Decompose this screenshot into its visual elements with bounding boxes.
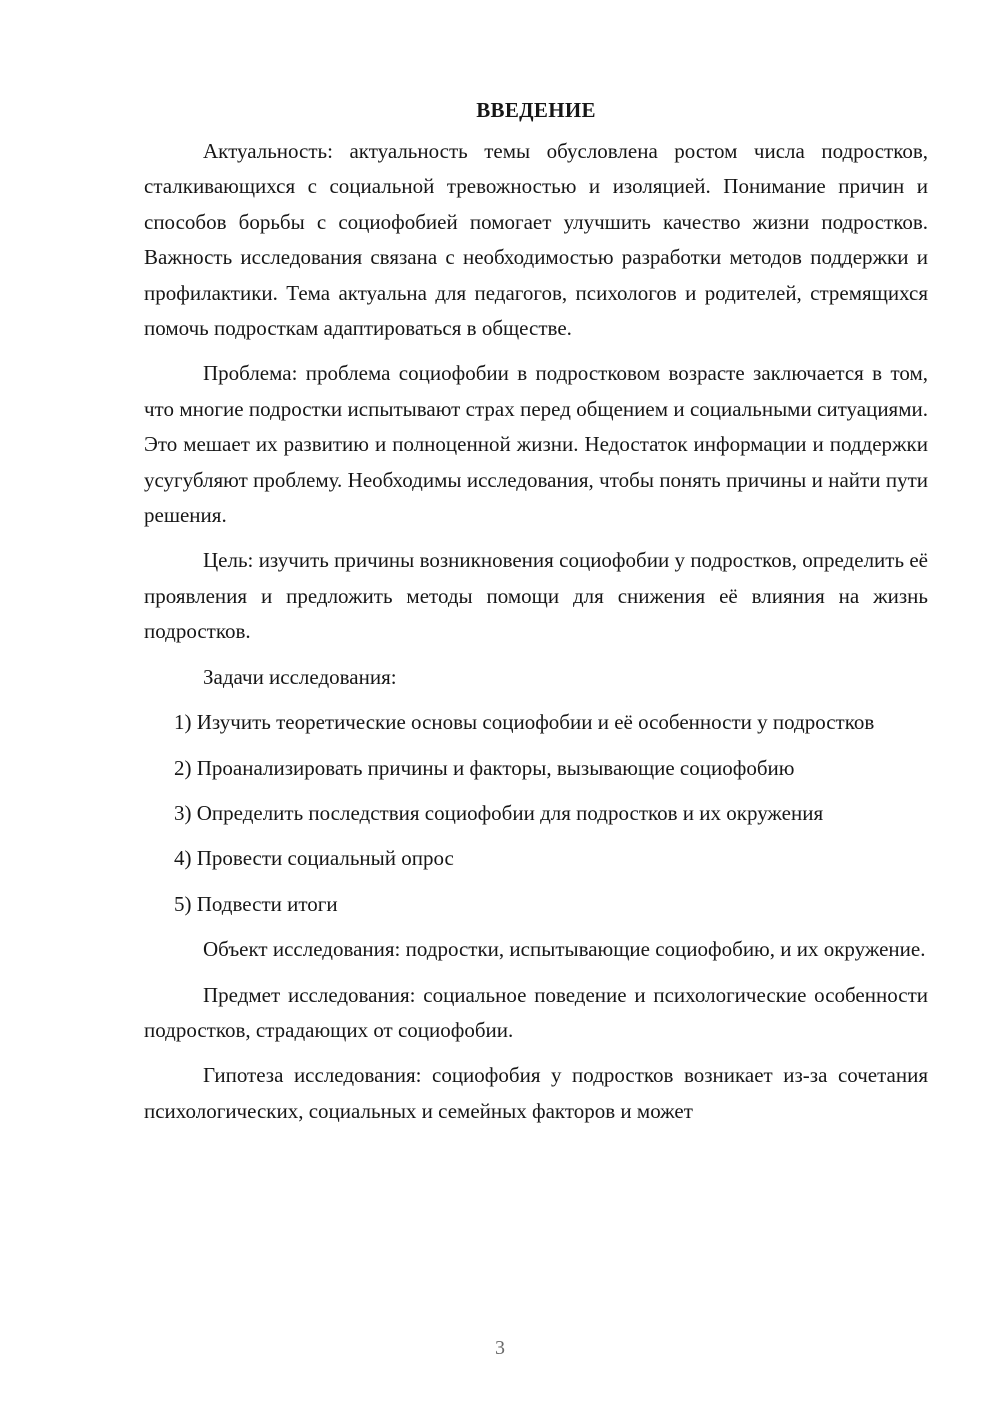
document-heading: ВВЕДЕНИЕ [476,98,596,122]
problem-paragraph: Проблема: проблема социофобии в подростковом возрасте заключается в том, что многие подростки испытывают страх перед общением и социальными ситуациями. Это мешает их развитию и полноценной жизни. Недостаток информации и поддержки усугубляют проблему. Необходимы исследования, чтобы понять причины и найти пути решения. [144,361,928,528]
relevance-paragraph: Актуальность: актуальность темы обусловлена ростом числа подростков, сталкивающихся с социальной тревожностью и изоляцией. Понимание причин и способов борьбы с социофобией помогает улучшить качество жизни подростков. Важность исследования связана с необходимостью разработки методов поддержки и профилактики. Тема актуальна для педагогов, психологов и родителей, стремящихся помочь подросткам адаптироваться в обществе. [144,139,928,341]
task-item: 4) Провести социальный опрос [174,846,454,871]
task-item: 2) Проанализировать причины и факторы, вызывающие социофобию [174,755,795,780]
task-item: 1) Изучить теоретические основы социофобии и её особенности у подростков [174,710,875,735]
page-number: 3 [495,1337,505,1359]
object-paragraph: Объект исследования: подростки, испытывающие социофобию, и их окружение. [203,937,926,962]
hypothesis-paragraph: Гипотеза исследования: социофобия у подростков возникает из-за сочетания психологических, социальных и семейных факторов и может [144,1063,928,1123]
goal-paragraph: Цель: изучить причины возникновения социофобии у подростков, определить её проявления и предложить методы помощи для снижения её влияния на жизнь подростков. [144,548,928,644]
subject-paragraph: Предмет исследования: социальное поведение и психологические особенности подростков, страдающих от социофобии. [144,982,928,1042]
task-item: 3) Определить последствия социофобии для подростков и их окружения [174,800,824,825]
document-page [144,94,928,1129]
task-item: 5) Подвести итоги [174,891,338,916]
tasks-heading: Задачи исследования: [203,664,397,689]
